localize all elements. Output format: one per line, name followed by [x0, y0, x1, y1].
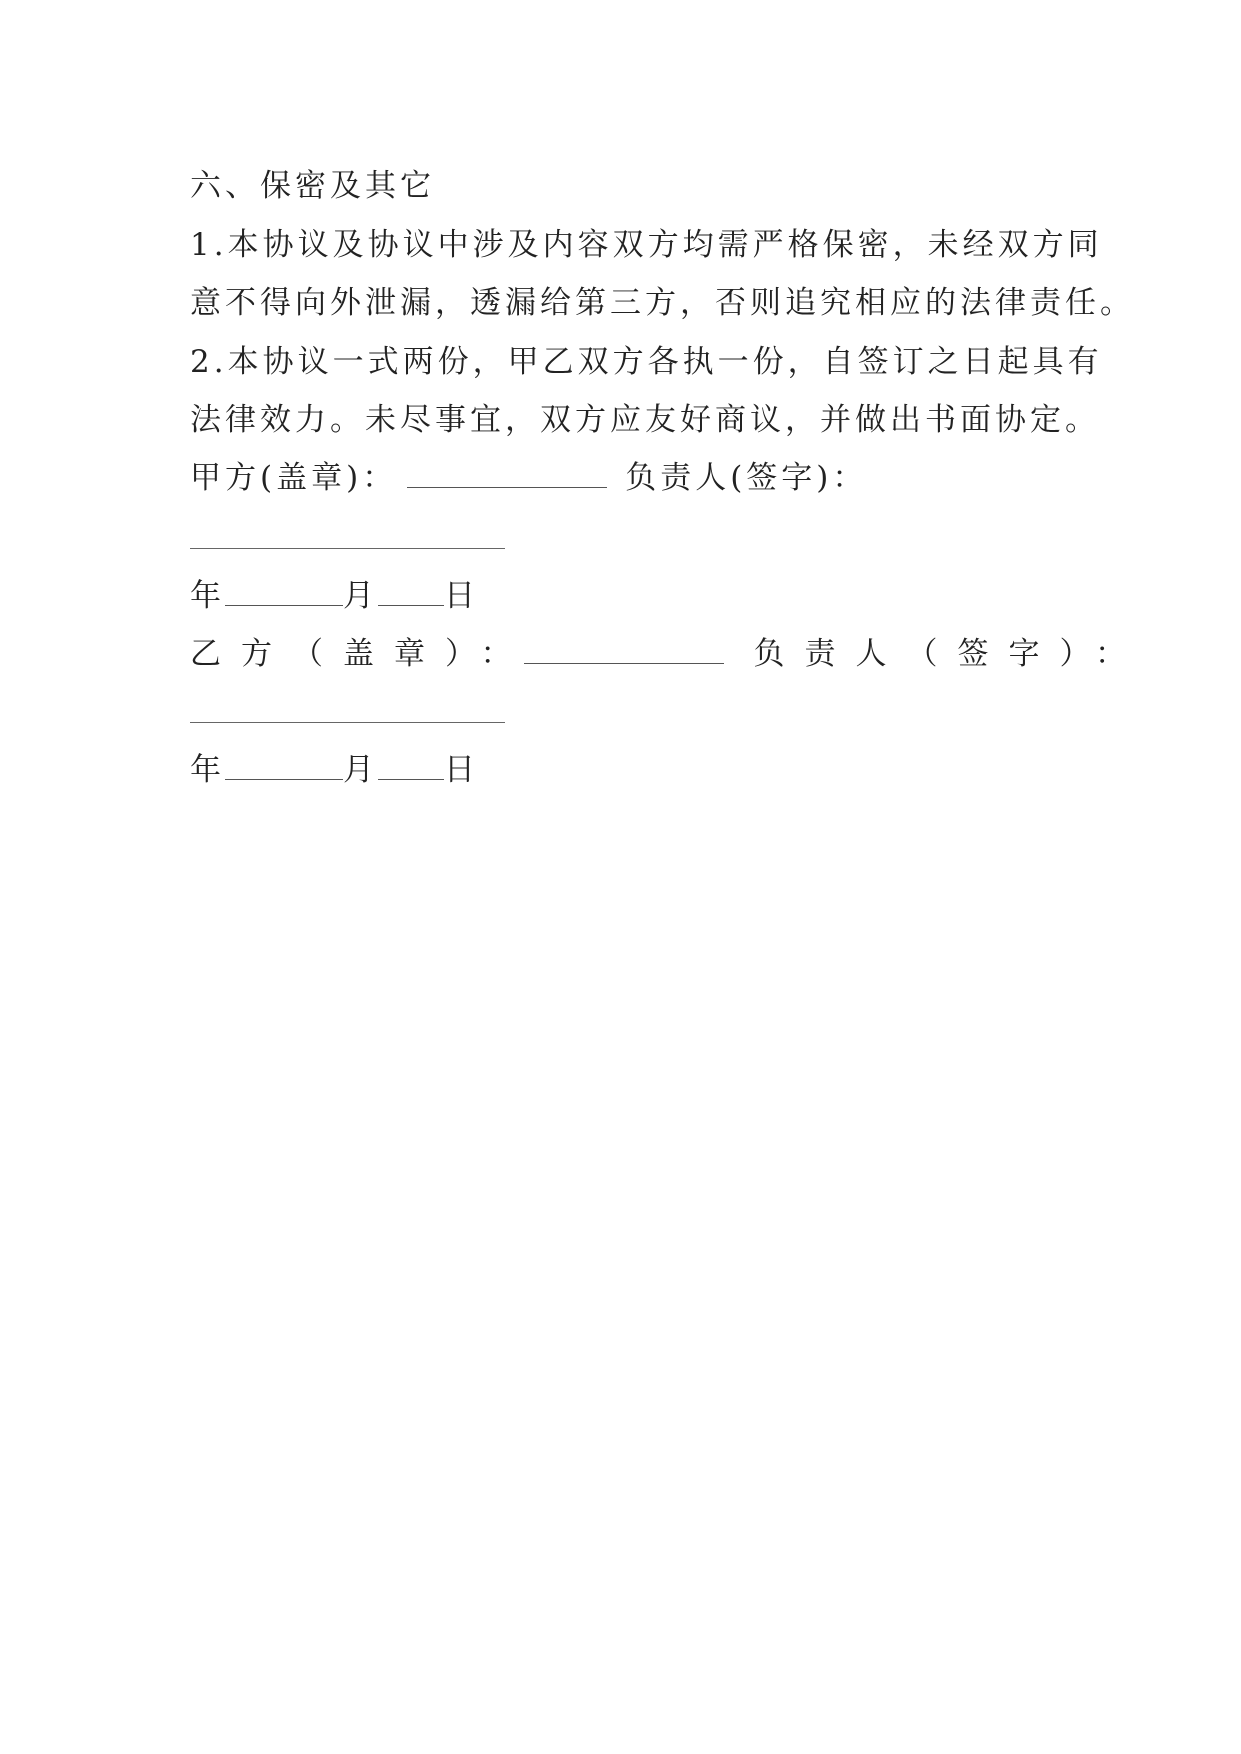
party-a-seal-blank[interactable] [407, 459, 607, 488]
clause-1-line-1: 1.本协议及协议中涉及内容双方均需严格保密，未经双方同 [190, 227, 1103, 263]
party-b-signer-label: 负责人（签字）： [753, 636, 1146, 672]
party-a-month-blank[interactable] [378, 577, 444, 606]
party-a-signer-blank[interactable] [190, 548, 505, 549]
party-b-seal-label: 乙方（盖章）： [190, 636, 532, 672]
party-a-seal-label: 甲方(盖章)： [190, 460, 398, 496]
party-a-signature-row [190, 458, 867, 498]
party-b-year-blank[interactable] [225, 751, 343, 780]
party-a-date-row [190, 576, 479, 616]
party-b-month-label: 月 [343, 752, 378, 788]
party-b-seal-blank[interactable] [524, 635, 724, 664]
party-b-date-row [190, 750, 479, 790]
party-b-signer-blank[interactable] [190, 722, 505, 723]
party-b-month-blank[interactable] [378, 751, 444, 780]
party-b-signature-row [190, 634, 1146, 674]
party-a-month-label: 月 [343, 578, 378, 614]
clause-1-line-2: 意不得向外泄漏，透漏给第三方，否则追究相应的法律责任。 [190, 285, 1135, 321]
section-heading: 六、保密及其它 [190, 168, 435, 204]
party-a-year-label: 年 [190, 578, 225, 614]
party-a-day-label: 日 [444, 578, 479, 614]
clause-2-line-2: 法律效力。未尽事宜，双方应友好商议，并做出书面协定。 [190, 402, 1100, 438]
party-b-year-label: 年 [190, 752, 225, 788]
party-a-year-blank[interactable] [225, 577, 343, 606]
party-b-day-label: 日 [444, 752, 479, 788]
party-a-signer-label: 负责人(签字)： [625, 460, 868, 496]
clause-2-line-1: 2.本协议一式两份，甲乙双方各执一份，自签订之日起具有 [190, 344, 1103, 380]
